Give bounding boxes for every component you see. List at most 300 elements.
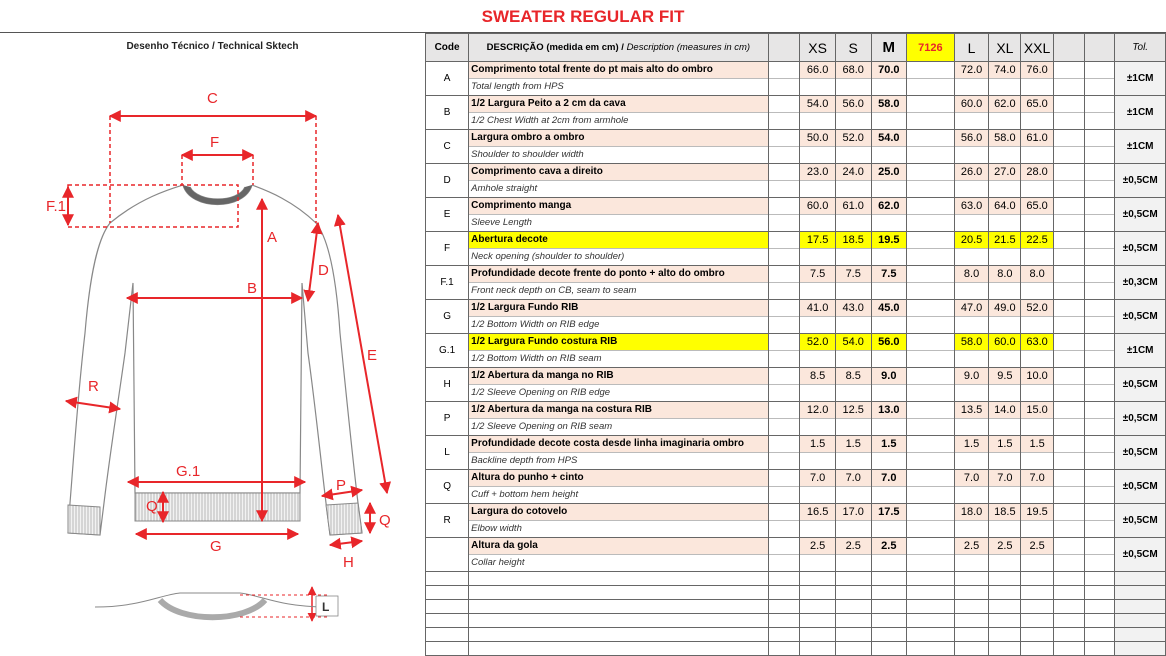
header-size-l: L xyxy=(954,34,989,62)
row-description xyxy=(469,402,768,436)
size-value: 8.0 xyxy=(989,266,1020,282)
empty-row xyxy=(426,586,1166,600)
empty-cell xyxy=(800,642,836,656)
size-value: 49.0 xyxy=(989,300,1020,316)
size-value-cell xyxy=(835,266,871,300)
empty-cell xyxy=(768,642,800,656)
size-value: 15.0 xyxy=(1021,402,1052,418)
blank-cell xyxy=(907,300,955,334)
description-en: 1/2 Bottom Width on RIB seam xyxy=(469,350,767,367)
empty-cell xyxy=(469,642,768,656)
empty-cell xyxy=(800,586,836,600)
size-value: 54.0 xyxy=(800,96,835,112)
size-value: 63.0 xyxy=(955,198,989,214)
size-value: 23.0 xyxy=(800,164,835,180)
empty-cell xyxy=(1115,614,1166,628)
size-value: 52.0 xyxy=(836,130,871,146)
blank-cell xyxy=(1053,232,1084,266)
size-value-cell xyxy=(954,232,989,266)
empty-cell xyxy=(1115,586,1166,600)
row-code: A xyxy=(426,62,469,96)
blank-cell xyxy=(1053,266,1084,300)
blank-cell xyxy=(1084,96,1115,130)
size-value: 70.0 xyxy=(872,62,907,78)
empty-cell xyxy=(1053,600,1084,614)
blank-cell xyxy=(907,436,955,470)
size-value: 28.0 xyxy=(1021,164,1052,180)
size-value-cell xyxy=(835,130,871,164)
size-value: 60.0 xyxy=(800,198,835,214)
label-H: H xyxy=(343,554,354,571)
label-G1: G.1 xyxy=(176,463,201,480)
table-row xyxy=(426,130,1166,164)
size-value: 22.5 xyxy=(1021,232,1052,248)
size-value: 19.5 xyxy=(1021,504,1052,520)
size-value: 20.5 xyxy=(955,232,989,248)
size-value: 7.5 xyxy=(800,266,835,282)
table-row xyxy=(426,198,1166,232)
empty-cell xyxy=(954,628,989,642)
size-value-cell xyxy=(954,300,989,334)
row-code: F.1 xyxy=(426,266,469,300)
sheet-title: SWEATER REGULAR FIT xyxy=(481,7,685,26)
empty-cell xyxy=(1053,572,1084,586)
description-pt: Abertura decote xyxy=(469,232,767,248)
blank-cell xyxy=(907,266,955,300)
size-value: 21.5 xyxy=(989,232,1020,248)
empty-cell xyxy=(1021,572,1053,586)
sketch-title: Desenho Técnico / Technical Sktech xyxy=(126,41,299,52)
tolerance: ±0,5CM xyxy=(1115,232,1166,266)
description-pt: Comprimento manga xyxy=(469,198,767,214)
description-pt: Altura do punho + cinto xyxy=(469,470,767,486)
size-value: 1.5 xyxy=(1021,436,1052,452)
empty-cell xyxy=(1115,642,1166,656)
blank-cell xyxy=(1053,334,1084,368)
description-pt: Altura da gola xyxy=(469,538,767,554)
size-value-cell xyxy=(1021,164,1053,198)
size-value-cell xyxy=(871,504,907,538)
size-value-cell xyxy=(989,62,1021,96)
empty-cell xyxy=(907,572,955,586)
size-value: 65.0 xyxy=(1021,96,1052,112)
description-pt: 1/2 Largura Peito a 2 cm da cava xyxy=(469,96,767,112)
empty-cell xyxy=(1053,642,1084,656)
size-value-cell xyxy=(954,164,989,198)
empty-cell xyxy=(800,600,836,614)
description-en: Front neck depth on CB, seam to seam xyxy=(469,282,767,299)
empty-row xyxy=(426,628,1166,642)
row-description xyxy=(469,164,768,198)
row-code: L xyxy=(426,436,469,470)
blank-cell xyxy=(1084,232,1115,266)
empty-cell xyxy=(426,642,469,656)
blank-cell xyxy=(768,96,800,130)
size-value-cell xyxy=(835,538,871,572)
size-value: 17.5 xyxy=(872,504,907,520)
size-value: 7.5 xyxy=(836,266,871,282)
description-en: 1/2 Sleeve Opening on RIB seam xyxy=(469,418,767,435)
row-description xyxy=(469,300,768,334)
blank-cell xyxy=(768,368,800,402)
table-row xyxy=(426,266,1166,300)
label-D: D xyxy=(318,262,329,279)
blank-cell xyxy=(1084,368,1115,402)
size-value: 7.0 xyxy=(1021,470,1052,486)
blank-cell xyxy=(907,96,955,130)
empty-cell xyxy=(871,572,907,586)
size-value-cell xyxy=(954,538,989,572)
header-code: Code xyxy=(426,34,469,62)
label-G: G xyxy=(210,538,222,555)
blank-cell xyxy=(768,436,800,470)
row-description xyxy=(469,130,768,164)
size-value-cell xyxy=(1021,130,1053,164)
blank-cell xyxy=(1084,300,1115,334)
size-value: 61.0 xyxy=(1021,130,1052,146)
blank-cell xyxy=(907,164,955,198)
box-F1 xyxy=(68,185,238,227)
size-value-cell xyxy=(1021,62,1053,96)
blank-cell xyxy=(768,62,800,96)
header-size-xxl: XXL xyxy=(1021,34,1053,62)
blank-cell xyxy=(1053,504,1084,538)
description-pt: Largura ombro a ombro xyxy=(469,130,767,146)
size-value-cell xyxy=(835,96,871,130)
empty-cell xyxy=(1021,586,1053,600)
row-code: E xyxy=(426,198,469,232)
empty-cell xyxy=(1084,614,1115,628)
empty-cell xyxy=(1084,572,1115,586)
size-value-cell xyxy=(871,130,907,164)
size-value-cell xyxy=(1021,96,1053,130)
size-value: 43.0 xyxy=(836,300,871,316)
tolerance: ±1CM xyxy=(1115,96,1166,130)
size-value: 50.0 xyxy=(800,130,835,146)
header-desc-pt: DESCRIÇÃO (medida em cm) / xyxy=(486,42,627,53)
label-F: F xyxy=(210,134,220,151)
size-value: 9.0 xyxy=(955,368,989,384)
blank-cell xyxy=(1084,62,1115,96)
size-value-cell xyxy=(1021,232,1053,266)
size-value: 7.0 xyxy=(989,470,1020,486)
size-value-cell xyxy=(871,62,907,96)
table-row xyxy=(426,96,1166,130)
size-value-cell xyxy=(871,266,907,300)
size-value: 47.0 xyxy=(955,300,989,316)
blank-cell xyxy=(907,402,955,436)
size-value-cell xyxy=(871,164,907,198)
size-value-cell xyxy=(871,198,907,232)
size-value-cell xyxy=(835,300,871,334)
empty-cell xyxy=(871,586,907,600)
tolerance: ±0,3CM xyxy=(1115,266,1166,300)
size-value-cell xyxy=(871,470,907,504)
size-value: 54.0 xyxy=(872,130,907,146)
size-value: 52.0 xyxy=(1021,300,1052,316)
size-value-cell xyxy=(1021,538,1053,572)
size-value: 7.0 xyxy=(955,470,989,486)
empty-cell xyxy=(1021,614,1053,628)
empty-cell xyxy=(1053,614,1084,628)
header-size-m: M xyxy=(871,34,907,62)
blank-cell xyxy=(1084,334,1115,368)
size-value: 19.5 xyxy=(872,232,907,248)
description-pt: Largura do cotovelo xyxy=(469,504,767,520)
row-code: G xyxy=(426,300,469,334)
empty-cell xyxy=(426,628,469,642)
tolerance: ±1CM xyxy=(1115,62,1166,96)
size-value-cell xyxy=(954,198,989,232)
blank-cell xyxy=(1053,96,1084,130)
size-value: 45.0 xyxy=(872,300,907,316)
description-pt: Profundidade decote costa desde linha imaginaria ombro xyxy=(469,436,767,452)
size-value: 14.0 xyxy=(989,402,1020,418)
size-value-cell xyxy=(800,334,836,368)
size-value: 24.0 xyxy=(836,164,871,180)
empty-row xyxy=(426,614,1166,628)
empty-cell xyxy=(871,628,907,642)
blank-cell xyxy=(768,470,800,504)
empty-cell xyxy=(907,642,955,656)
size-value: 72.0 xyxy=(955,62,989,78)
empty-cell xyxy=(835,600,871,614)
empty-cell xyxy=(768,614,800,628)
arrow-D xyxy=(308,223,318,301)
header-sample-code: 7126 xyxy=(907,34,955,62)
row-description xyxy=(469,62,768,96)
table-row xyxy=(426,538,1166,572)
blank-cell xyxy=(907,198,955,232)
row-description xyxy=(469,504,768,538)
blank-cell xyxy=(768,300,800,334)
blank-cell xyxy=(1084,198,1115,232)
size-value-cell xyxy=(954,266,989,300)
collar-back-detail xyxy=(95,593,330,617)
description-en: 1/2 Bottom Width on RIB edge xyxy=(469,316,767,333)
size-value-cell xyxy=(800,538,836,572)
empty-cell xyxy=(469,586,768,600)
size-value-cell xyxy=(871,300,907,334)
blank-cell xyxy=(1084,538,1115,572)
size-value-cell xyxy=(800,266,836,300)
description-pt: 1/2 Largura Fundo RIB xyxy=(469,300,767,316)
size-value-cell xyxy=(1021,334,1053,368)
neck-rib xyxy=(183,185,252,205)
bottom-rib xyxy=(135,493,300,521)
row-description xyxy=(469,436,768,470)
blank-cell xyxy=(1053,62,1084,96)
row-description xyxy=(469,538,768,572)
size-value: 62.0 xyxy=(872,198,907,214)
description-pt: 1/2 Abertura da manga na costura RIB xyxy=(469,402,767,418)
empty-row xyxy=(426,642,1166,656)
size-value: 25.0 xyxy=(872,164,907,180)
empty-cell xyxy=(835,572,871,586)
right-cuff xyxy=(326,503,362,535)
empty-cell xyxy=(907,628,955,642)
blank-cell xyxy=(768,164,800,198)
size-value: 18.5 xyxy=(989,504,1020,520)
empty-cell xyxy=(835,628,871,642)
description-en: Neck opening (shoulder to shoulder) xyxy=(469,248,767,265)
blank-cell xyxy=(1084,266,1115,300)
tolerance: ±0,5CM xyxy=(1115,300,1166,334)
size-value: 60.0 xyxy=(955,96,989,112)
size-value-cell xyxy=(871,368,907,402)
table-row xyxy=(426,504,1166,538)
size-value: 56.0 xyxy=(872,334,907,350)
size-value: 2.5 xyxy=(989,538,1020,554)
size-value-cell xyxy=(989,232,1021,266)
size-value: 2.5 xyxy=(800,538,835,554)
empty-cell xyxy=(1021,642,1053,656)
size-value-cell xyxy=(800,470,836,504)
size-value-cell xyxy=(989,96,1021,130)
size-value-cell xyxy=(800,300,836,334)
size-value-cell xyxy=(871,96,907,130)
size-value: 17.0 xyxy=(836,504,871,520)
blank-cell xyxy=(768,538,800,572)
empty-cell xyxy=(954,586,989,600)
size-value: 60.0 xyxy=(989,334,1020,350)
blank-cell xyxy=(768,198,800,232)
header-blank xyxy=(768,34,800,62)
size-value-cell xyxy=(954,504,989,538)
row-description xyxy=(469,470,768,504)
empty-cell xyxy=(954,600,989,614)
size-value-cell xyxy=(1021,368,1053,402)
size-value: 56.0 xyxy=(836,96,871,112)
empty-cell xyxy=(1084,600,1115,614)
empty-cell xyxy=(1115,572,1166,586)
blank-cell xyxy=(768,334,800,368)
table-row xyxy=(426,62,1166,96)
size-value: 63.0 xyxy=(1021,334,1052,350)
size-value-cell xyxy=(871,436,907,470)
size-value-cell xyxy=(835,402,871,436)
size-value-cell xyxy=(954,334,989,368)
row-code: C xyxy=(426,130,469,164)
blank-cell xyxy=(1084,436,1115,470)
description-pt: Comprimento total frente do pt mais alto do ombro xyxy=(469,62,767,78)
size-value-cell xyxy=(835,504,871,538)
description-en: Sleeve Length xyxy=(469,214,767,231)
blank-cell xyxy=(907,130,955,164)
description-en: 1/2 Chest Width at 2cm from armhole xyxy=(469,112,767,129)
blank-cell xyxy=(768,402,800,436)
empty-cell xyxy=(1084,628,1115,642)
description-en: Collar height xyxy=(469,554,767,571)
size-value-cell xyxy=(835,368,871,402)
blank-cell xyxy=(907,504,955,538)
arrow-E xyxy=(338,215,387,493)
blank-cell xyxy=(1053,538,1084,572)
size-value: 8.5 xyxy=(800,368,835,384)
label-R: R xyxy=(88,378,99,395)
header-size-xs: XS xyxy=(800,34,836,62)
size-value: 65.0 xyxy=(1021,198,1052,214)
table-row xyxy=(426,232,1166,266)
size-value-cell xyxy=(835,232,871,266)
size-value-cell xyxy=(871,232,907,266)
row-code: P xyxy=(426,402,469,436)
blank-cell xyxy=(1053,300,1084,334)
blank-cell xyxy=(907,368,955,402)
empty-cell xyxy=(835,586,871,600)
blank-cell xyxy=(907,538,955,572)
empty-cell xyxy=(989,600,1021,614)
blank-cell xyxy=(1053,198,1084,232)
size-value: 41.0 xyxy=(800,300,835,316)
label-Q-right: Q xyxy=(379,512,391,529)
size-value: 26.0 xyxy=(955,164,989,180)
label-F1: F.1 xyxy=(46,198,67,215)
arrow-R xyxy=(66,401,120,409)
size-value: 58.0 xyxy=(955,334,989,350)
row-code: G.1 xyxy=(426,334,469,368)
empty-cell xyxy=(954,642,989,656)
size-value-cell xyxy=(989,130,1021,164)
size-value: 7.0 xyxy=(836,470,871,486)
blank-cell xyxy=(1053,402,1084,436)
header-tolerance: Tol. xyxy=(1115,34,1166,62)
description-en: Amhole straight xyxy=(469,180,767,197)
row-description xyxy=(469,232,768,266)
size-value-cell xyxy=(989,436,1021,470)
size-value: 2.5 xyxy=(872,538,907,554)
label-C: C xyxy=(207,90,218,107)
size-value: 8.0 xyxy=(1021,266,1052,282)
tolerance: ±0,5CM xyxy=(1115,470,1166,504)
size-value: 56.0 xyxy=(955,130,989,146)
size-value-cell xyxy=(1021,504,1053,538)
size-value-cell xyxy=(989,368,1021,402)
row-description xyxy=(469,198,768,232)
size-value: 13.0 xyxy=(872,402,907,418)
tolerance: ±0,5CM xyxy=(1115,436,1166,470)
empty-cell xyxy=(800,628,836,642)
empty-cell xyxy=(1053,628,1084,642)
size-value: 66.0 xyxy=(800,62,835,78)
empty-cell xyxy=(1021,600,1053,614)
size-value-cell xyxy=(800,368,836,402)
empty-cell xyxy=(871,614,907,628)
size-value-cell xyxy=(835,334,871,368)
label-E: E xyxy=(367,347,378,364)
size-value: 17.5 xyxy=(800,232,835,248)
empty-cell xyxy=(1084,586,1115,600)
measurement-arrows xyxy=(66,116,387,621)
table-row xyxy=(426,368,1166,402)
size-value-cell xyxy=(835,436,871,470)
blank-cell xyxy=(1084,504,1115,538)
size-value: 7.0 xyxy=(872,470,907,486)
empty-row xyxy=(426,600,1166,614)
size-value-cell xyxy=(800,130,836,164)
size-value-cell xyxy=(800,96,836,130)
description-en: Backline depth from HPS xyxy=(469,452,767,469)
empty-cell xyxy=(954,614,989,628)
size-value-cell xyxy=(800,402,836,436)
size-value: 18.5 xyxy=(836,232,871,248)
size-value: 68.0 xyxy=(836,62,871,78)
row-code: R xyxy=(426,504,469,538)
size-value: 54.0 xyxy=(836,334,871,350)
size-value-cell xyxy=(835,470,871,504)
size-value: 8.5 xyxy=(836,368,871,384)
size-value-cell xyxy=(871,334,907,368)
